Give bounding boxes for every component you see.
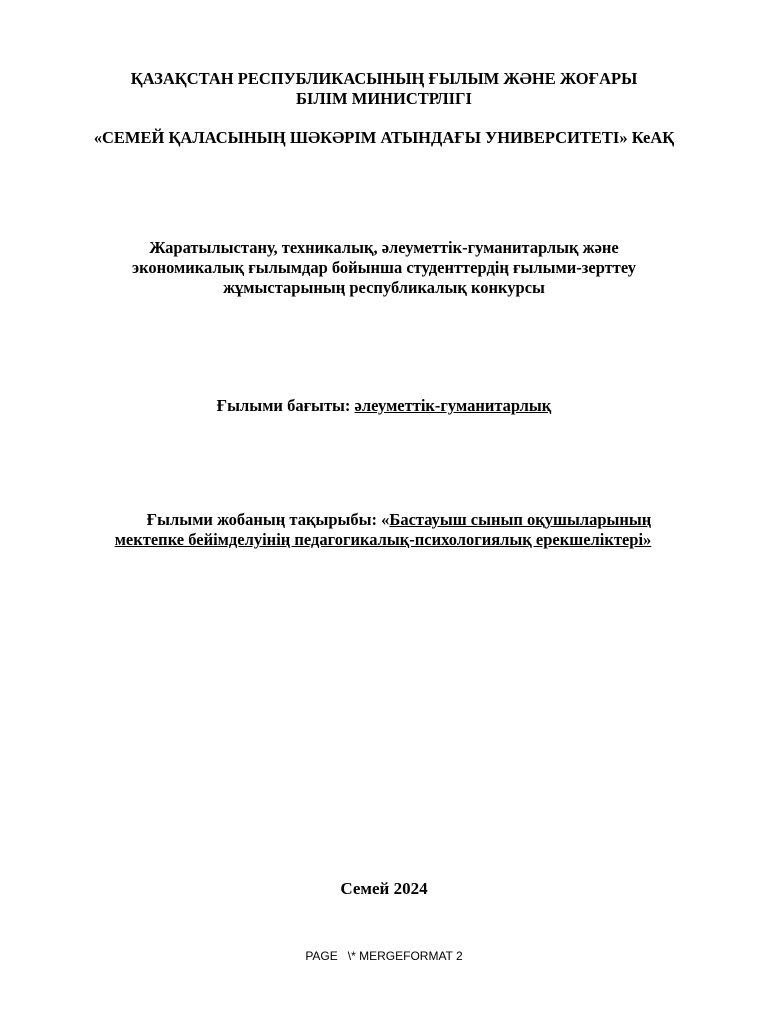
topic-value-line1: Бастауыш сынып оқушыларының: [389, 510, 652, 529]
ministry-title-line2: БІЛІМ МИНИСТРЛІГІ: [296, 89, 472, 108]
page-number-field: PAGE \* MERGEFORMAT 2: [305, 949, 463, 963]
city-year-text: Семей 2024: [340, 879, 428, 898]
ministry-title: [0, 69, 768, 109]
contest-title-line2: экономикалық ғылымдар бойынша студенттердің ғылыми-зерттеу: [131, 258, 637, 277]
direction-label: Ғылыми бағыты:: [216, 396, 355, 415]
city-year: [0, 879, 768, 899]
scientific-direction: [0, 396, 768, 416]
direction-value: әлеуметтік-гуманитарлық: [354, 396, 552, 415]
topic-label: Ғылыми жобаның тақырыбы: «: [146, 510, 390, 529]
contest-title: [0, 238, 768, 298]
topic-value-line2: мектепке бейімделуінің педагогикалық-психологиялық ерекшеліктері»: [114, 530, 652, 549]
contest-title-line1: Жаратылыстану, техникалық, әлеуметтік-гуманитарлық және: [149, 238, 619, 257]
university-title: [0, 128, 768, 148]
project-topic: [0, 510, 768, 550]
contest-title-line3: жұмыстарының республикалық конкурсы: [223, 278, 545, 297]
ministry-title-line1: ҚАЗАҚСТАН РЕСПУБЛИКАСЫНЫҢ ҒЫЛЫМ ЖӘНЕ ЖОҒАРЫ: [130, 69, 638, 88]
university-name: «СЕМЕЙ ҚАЛАСЫНЫҢ ШӘКӘРІМ АТЫНДАҒЫ УНИВЕРСИТЕТІ» КеАҚ: [93, 128, 675, 147]
